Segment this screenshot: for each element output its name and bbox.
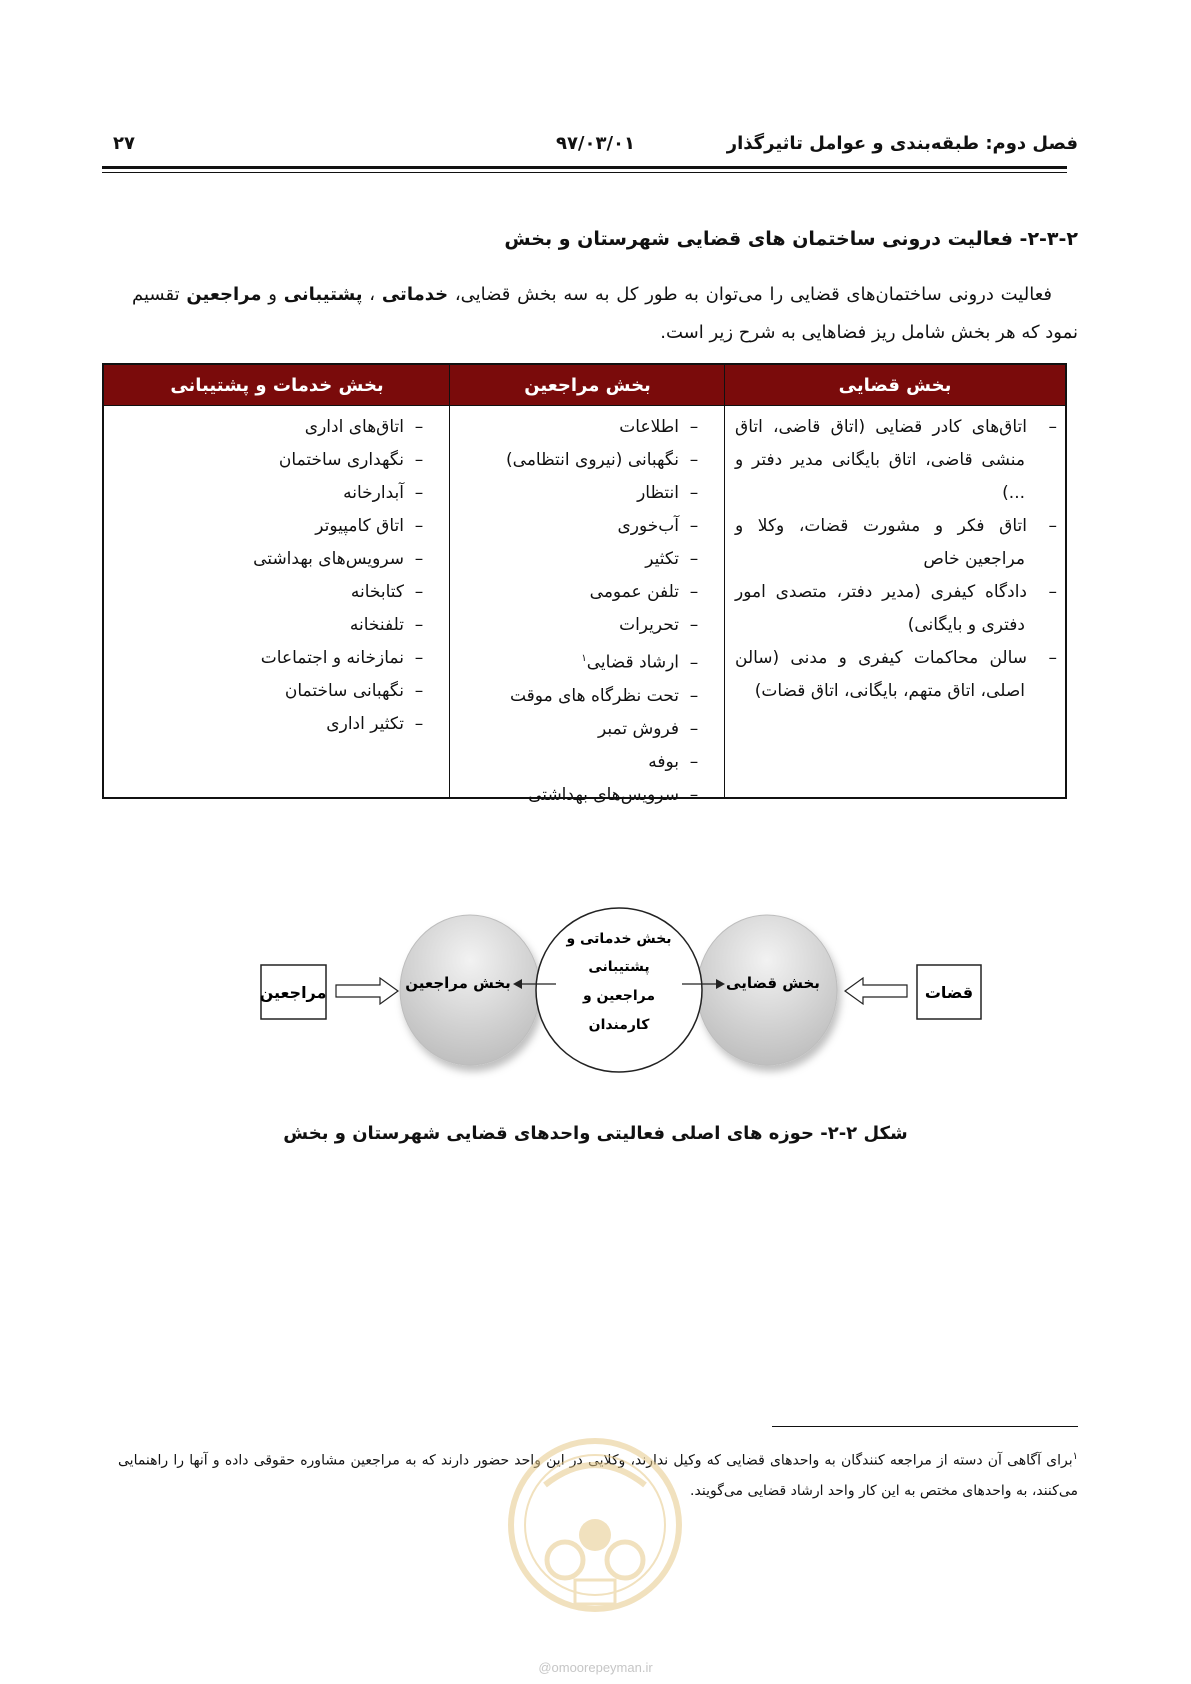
para-text-1: فعالیت درونی ساختمان‌های قضایی را می‌توان به طور کل به سه بخش قضایی، xyxy=(448,284,1052,305)
judicial-item-text: اصلی، اتاق متهم، بایگانی، اتاق قضات) xyxy=(754,681,1025,701)
list-item xyxy=(449,779,709,812)
bullet-dash: – xyxy=(414,417,424,437)
bullet-dash: – xyxy=(414,483,424,503)
services-column xyxy=(114,411,434,741)
bullet-dash: – xyxy=(689,652,699,673)
list-item xyxy=(735,510,1057,543)
judicial-column xyxy=(735,411,1057,708)
activity-diagram xyxy=(0,880,1191,1110)
list-item xyxy=(114,444,434,477)
sections-table xyxy=(102,363,1067,805)
bullet-dash: – xyxy=(1048,417,1057,437)
center-label-line-4: کارمندان xyxy=(588,1017,650,1033)
bullet-dash: – xyxy=(1048,582,1057,602)
bullet-dash: – xyxy=(414,516,424,536)
chapter-title: فصل دوم: طبقه‌بندی و عوامل تاثیرگذار xyxy=(726,133,1078,154)
judicial-circle-label: بخش قضایی xyxy=(726,974,820,992)
list-item xyxy=(114,642,434,675)
header-clients: بخش مراجعین xyxy=(524,374,651,396)
list-item xyxy=(449,510,709,543)
bullet-dash: – xyxy=(1048,648,1057,668)
center-label-line-3: مراجعین و xyxy=(582,988,656,1004)
para-bold-support: پشتیبانی xyxy=(283,284,363,305)
bullet-dash: – xyxy=(689,483,699,503)
footnote-text: برای آگاهی آن دسته از مراجعه کنندگان به واحدهای قضایی که وکیل ندارند، وکلایی در این واحد حضور دارند که به مراجعین مشاوره حقوقی داده و آنها را راهنمایی می‌کنند، به واحدهای مختص به این کار واحد ارشاد قضایی می‌گویند. xyxy=(118,1452,1078,1499)
list-item xyxy=(114,675,434,708)
para-and: و xyxy=(261,284,284,305)
bullet-dash: – xyxy=(689,685,699,706)
judicial-item-text: مراجعین خاص xyxy=(923,549,1025,569)
services-item-text: آبدارخانه xyxy=(343,483,404,503)
clients-box-label: مراجعین xyxy=(259,983,327,1002)
list-item xyxy=(449,609,709,642)
clients-item-text: سرویس‌های بهداشتی xyxy=(528,784,679,805)
list-item xyxy=(735,543,1057,576)
bullet-dash: – xyxy=(689,582,699,602)
center-label-line-1: بخش خدماتی و xyxy=(566,931,672,947)
header-date: ۹۷/۰۳/۰۱ xyxy=(555,133,636,154)
list-item xyxy=(735,576,1057,609)
header-rule-thin xyxy=(102,172,1067,173)
list-item xyxy=(449,713,709,746)
intro-paragraph xyxy=(132,276,1078,352)
table-header-row xyxy=(104,365,1065,405)
judicial-item-text: دادگاه کیفری (مدیر دفتر، متصدی امور xyxy=(735,582,1027,602)
footnote-reference: ۱ xyxy=(581,653,587,664)
clients-column xyxy=(449,411,709,812)
services-item-text: تلفنخانه xyxy=(349,615,404,635)
list-item xyxy=(735,444,1057,510)
list-item xyxy=(114,543,434,576)
header-judicial: بخش قضایی xyxy=(838,374,952,396)
bullet-dash: – xyxy=(414,615,424,635)
para-text-2: تقسیم نمود که هر بخش شامل ریز فضاهایی به شرح زیر است. xyxy=(132,284,1078,343)
bullet-dash: – xyxy=(414,582,424,602)
bullet-dash: – xyxy=(689,417,699,437)
list-item xyxy=(449,642,709,680)
bullet-dash: – xyxy=(414,648,424,668)
bullet-dash: – xyxy=(414,681,424,701)
column-divider xyxy=(724,365,725,797)
clients-item-text: تحت نظرگاه های موقت xyxy=(509,685,679,706)
judicial-item-text: اتاق فکر و مشورت قضات، وکلا و xyxy=(735,516,1027,536)
list-item xyxy=(449,543,709,576)
clients-item-text: تلفن عمومی xyxy=(589,582,679,602)
clients-item-text: آب‌خوری xyxy=(617,516,679,536)
judicial-item-text: سالن محاکمات کیفری و مدنی (سالن xyxy=(735,648,1027,668)
bullet-dash: – xyxy=(414,549,424,569)
bullet-dash: – xyxy=(689,450,699,470)
services-item-text: اتاق‌های اداری xyxy=(304,417,404,437)
center-label-line-2: پشتیبانی xyxy=(588,959,650,975)
list-item xyxy=(114,411,434,444)
services-item-text: نگهداری ساختمان xyxy=(278,450,404,470)
bullet-dash: – xyxy=(689,718,699,739)
bullet-dash: – xyxy=(1048,516,1057,536)
section-title: ۲-۳-۲- فعالیت درونی ساختمان های قضایی شهرستان و بخش xyxy=(504,228,1078,250)
clients-item-text: تکثیر xyxy=(645,549,679,569)
list-item xyxy=(735,411,1057,444)
bullet-dash: – xyxy=(689,784,699,805)
list-item xyxy=(114,510,434,543)
list-item xyxy=(114,708,434,741)
clients-item-text: ارشاد قضایی xyxy=(586,652,679,673)
list-item xyxy=(114,576,434,609)
clients-circle-label: بخش مراجعین xyxy=(405,974,511,992)
list-item xyxy=(449,477,709,510)
footnote-rule xyxy=(772,1426,1078,1427)
arrow-to-clients-circle xyxy=(336,978,398,1004)
clients-item-text: بوفه xyxy=(648,751,679,772)
para-bold-clients: مراجعین xyxy=(186,284,262,305)
list-item xyxy=(449,680,709,713)
judges-box-label: قضات xyxy=(924,983,974,1002)
list-item xyxy=(449,411,709,444)
header-rule xyxy=(102,166,1067,169)
clients-item-text: اطلاعات xyxy=(619,417,679,437)
para-bold-services: خدماتی xyxy=(381,284,449,305)
bullet-dash: – xyxy=(689,751,699,772)
page-number: ۲۷ xyxy=(113,133,135,154)
clients-item-text: فروش تمبر xyxy=(598,718,679,739)
list-item xyxy=(449,746,709,779)
services-item-text: کتابخانه xyxy=(350,582,404,602)
services-item-text: سرویس‌های بهداشتی xyxy=(253,549,404,569)
list-item xyxy=(735,609,1057,642)
list-item xyxy=(449,576,709,609)
bullet-dash: – xyxy=(414,450,424,470)
footnote-marker: ۱ xyxy=(1072,1451,1078,1462)
watermark-logo xyxy=(505,1415,685,1635)
bullet-dash: – xyxy=(689,516,699,536)
header-services: بخش خدمات و پشتیبانی xyxy=(170,374,384,396)
watermark-url: @omoorepeyman.ir xyxy=(538,1660,653,1675)
services-item-text: تکثیر اداری xyxy=(326,714,404,734)
clients-item-text: انتظار xyxy=(637,483,679,503)
services-item-text: اتاق کامپیوتر xyxy=(315,516,404,536)
clients-item-text: نگهبانی (نیروی انتظامی) xyxy=(506,450,679,470)
bullet-dash: – xyxy=(414,714,424,734)
clients-item-text: تحریرات xyxy=(619,615,679,635)
para-sep: ، xyxy=(362,284,382,305)
judicial-item-text: دفتری و بایگانی) xyxy=(907,615,1025,635)
judicial-item-text: منشی قاضی، اتاق بایگانی مدیر دفتر و ...) xyxy=(735,450,1025,503)
bullet-dash: – xyxy=(689,615,699,635)
bullet-dash: – xyxy=(689,549,699,569)
services-item-text: نمازخانه و اجتماعات xyxy=(260,648,404,668)
list-item xyxy=(114,477,434,510)
list-item xyxy=(735,642,1057,675)
arrow-to-judicial-circle xyxy=(845,978,907,1004)
list-item xyxy=(449,444,709,477)
services-item-text: نگهبانی ساختمان xyxy=(284,681,404,701)
judicial-item-text: اتاق‌های کادر قضایی (اتاق قاضی، اتاق xyxy=(735,417,1027,437)
figure-caption: شکل ۲-۲- حوزه های اصلی فعالیتی واحدهای قضایی شهرستان و بخش xyxy=(283,1123,908,1144)
list-item xyxy=(114,609,434,642)
header-divider xyxy=(104,405,1065,406)
list-item xyxy=(735,675,1057,708)
